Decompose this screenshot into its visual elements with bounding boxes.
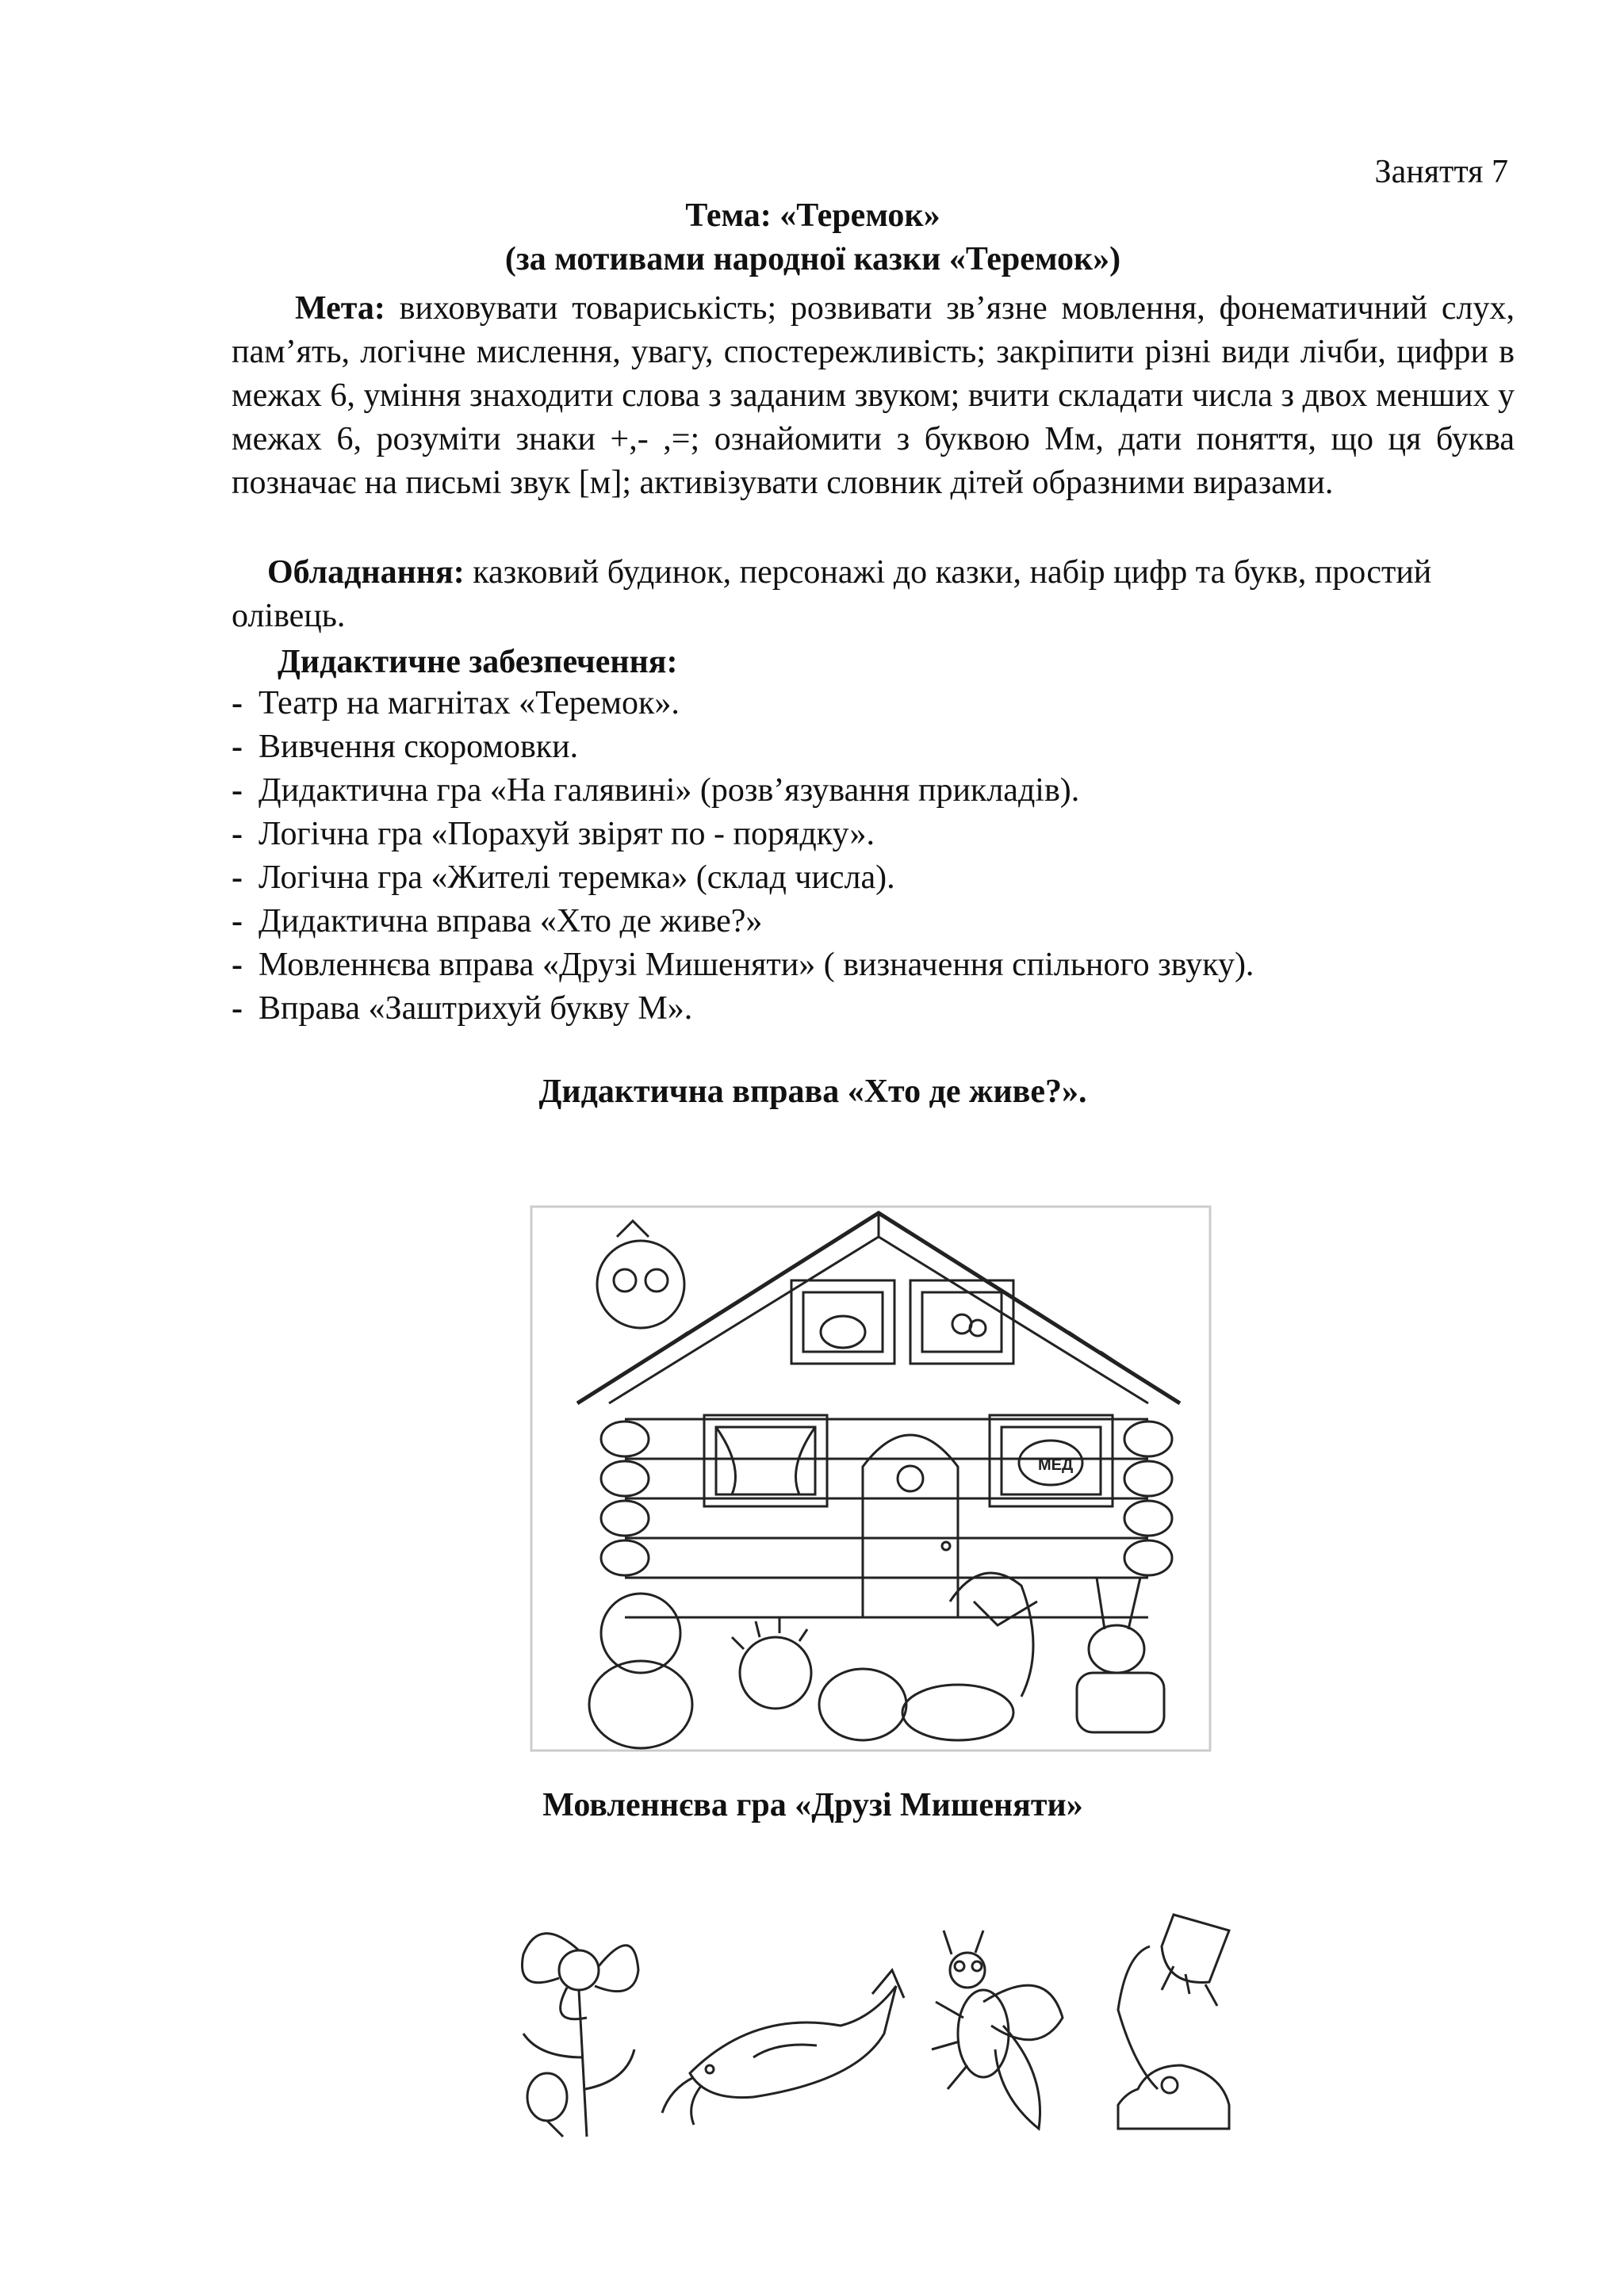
honey-label: МЕД <box>1038 1456 1074 1474</box>
goal-text: виховувати товариськість; розвивати зв’язне мовлення, фонематичний слух, пам’ять, логічне мислення, увагу, спостережливість; закріпити різні види лічби, цифри в межах 6, уміння знаходити слова з заданим звуком; вчити складати числа з двох менших у межах 6, розуміти знаки +,- ,=; ознайомити з буквою Мм, дати поняття, що ця буква позначає на письмі звук [м]; активізувати словник дітей образними виразами. <box>232 290 1515 501</box>
teremok-house-illustration <box>530 1205 1212 1752</box>
list-item: - Дидактична гра «На галявині» (розв’язування прикладів). <box>232 772 1080 809</box>
lesson-number: Заняття 7 <box>1374 154 1508 190</box>
equipment-paragraph <box>232 551 1515 638</box>
list-item: - Логічна гра «Порахуй звірят по - порядку». <box>232 816 875 852</box>
didactic-list <box>232 682 1254 1031</box>
catfish-icon <box>662 1970 904 2125</box>
goal-paragraph <box>232 287 1515 505</box>
list-item: - Театр на магнітах «Теремок». <box>232 685 680 721</box>
fly-icon <box>932 1931 1063 2129</box>
list-item: - Логічна гра «Жителі теремка» (склад числа). <box>232 859 895 896</box>
equipment-label: Обладнання: <box>267 554 465 591</box>
topic-title: Тема: «Теремок» <box>685 197 940 234</box>
mouse-friends-illustration <box>492 1899 1269 2145</box>
equipment-text: казковий будинок, персонажі до казки, набір цифр та букв, простий олівець. <box>232 554 1432 634</box>
topic-subtitle: (за мотивами народної казки «Теремок») <box>504 241 1121 277</box>
list-item: - Вивчення скоромовки. <box>232 729 579 765</box>
didactic-title: Дидактичне забезпечення: <box>278 644 678 680</box>
list-item: - Мовленнєва вправа «Друзі Мишеняти» ( визначення спільного звуку). <box>232 947 1254 983</box>
desk-lamp-icon <box>1118 1915 1229 2129</box>
list-item: - Вправа «Заштрихуй букву М». <box>232 990 693 1027</box>
poppy-flower-icon <box>522 1934 638 2137</box>
section-title-who-lives-where: Дидактична вправа «Хто де живе?». <box>538 1073 1087 1110</box>
section-title-mouse-friends: Мовленнєва гра «Друзі Мишеняти» <box>542 1787 1083 1823</box>
goal-label: Мета: <box>295 290 385 327</box>
list-item: - Дидактична вправа «Хто де живе?» <box>232 903 763 939</box>
